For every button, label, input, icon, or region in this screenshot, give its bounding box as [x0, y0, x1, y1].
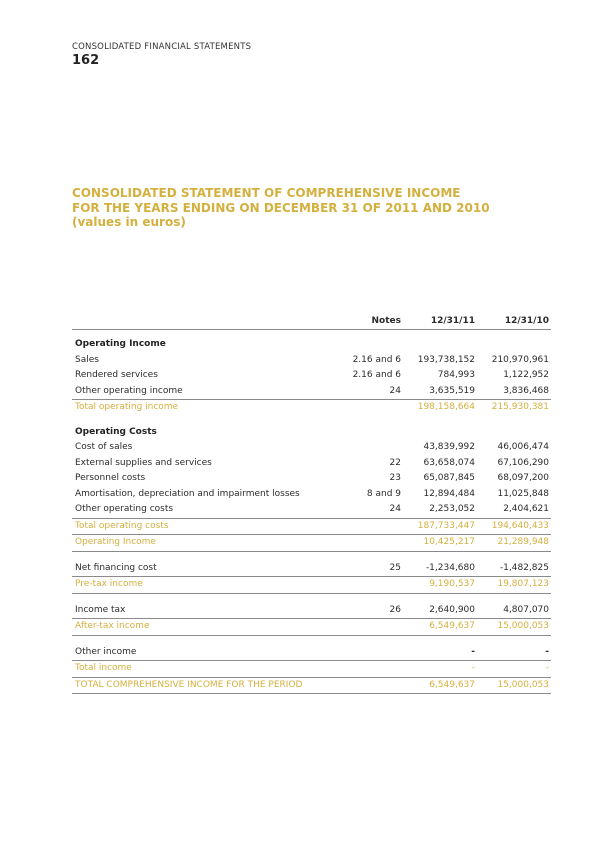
table-row [72, 487, 551, 503]
section-heading-operating-income [72, 337, 551, 353]
row-value-2011: - [471, 646, 475, 657]
grand-total-value-2011: 6,549,637 [429, 679, 475, 690]
section-heading-label: Operating Costs [75, 426, 157, 437]
row-value-2011: 12,894,484 [423, 488, 475, 499]
total-label: Total income [75, 663, 132, 673]
row-label: Amortisation, depreciation and impairment losses [75, 488, 300, 499]
total-row-after-tax-income [72, 619, 551, 636]
total-label: Pre-tax income [75, 579, 143, 589]
row-label: Personnel costs [75, 473, 146, 483]
total-value-2011: 6,549,637 [429, 621, 475, 631]
row-value-2010: 11,025,848 [497, 488, 549, 499]
title-line-1: CONSOLIDATED STATEMENT OF COMPREHENSIVE INCOME [72, 186, 461, 200]
total-label: Total operating income [75, 402, 179, 412]
total-value-2010: 21,289,948 [497, 537, 549, 547]
total-row-operating-income [72, 400, 551, 416]
table-header-row [72, 313, 551, 330]
row-notes: 26 [389, 604, 401, 615]
notes-column-header: Notes [371, 316, 401, 326]
page-number: 162 [72, 53, 100, 68]
row-value-2010: 210,970,961 [491, 354, 549, 365]
row-value-2011: 65,087,845 [423, 473, 475, 483]
section-heading-label: Operating Income [75, 339, 166, 349]
header-section-title: CONSOLIDATED FINANCIAL STATEMENTS [72, 42, 252, 52]
row-label: Other income [75, 646, 137, 657]
total-label: Operating Income [75, 537, 156, 547]
row-label: Net financing cost [75, 562, 157, 573]
row-value-2010: 3,836,468 [503, 385, 549, 396]
table-row [72, 353, 551, 369]
table-row [72, 561, 551, 578]
table-row [72, 645, 551, 662]
table-row [72, 603, 551, 620]
table-row [72, 471, 551, 487]
total-value-2011: 198,158,664 [417, 402, 475, 412]
row-label: Rendered services [75, 370, 158, 380]
row-value-2010: 1,122,952 [503, 370, 549, 380]
total-value-2011: 9,190,537 [429, 579, 475, 589]
total-label: After-tax income [75, 621, 150, 631]
row-value-2010: 67,106,290 [497, 457, 549, 468]
row-notes: 24 [389, 385, 401, 396]
row-value-2010: 46,006,474 [497, 442, 549, 452]
table-row [72, 384, 551, 401]
title-line-3: (values in euros) [72, 215, 186, 229]
grand-total-label: TOTAL COMPREHENSIVE INCOME FOR THE PERIOD [75, 679, 303, 690]
table-row [72, 502, 551, 518]
section-heading-operating-costs [72, 425, 551, 441]
total-value-2010: 215,930,381 [491, 402, 549, 412]
title-line-2: FOR THE YEARS ENDING ON DECEMBER 31 OF 2011 AND 2010 [72, 200, 490, 215]
row-value-2010: 4,807,070 [503, 604, 549, 615]
total-value-2010: 19,807,123 [497, 579, 549, 589]
row-label: Income tax [75, 604, 126, 615]
table-row [72, 368, 551, 384]
row-label: Other operating income [75, 385, 183, 396]
row-notes: 25 [389, 562, 401, 573]
row-value-2011: 193,738,152 [417, 354, 475, 365]
row-notes: 22 [389, 457, 401, 468]
total-row-operating-income-net [72, 534, 551, 552]
total-label: Total operating costs [75, 520, 169, 531]
row-notes: 24 [389, 504, 401, 514]
grand-total-row [72, 678, 551, 695]
row-value-2011: 63,658,074 [423, 457, 475, 468]
total-row-total-income [72, 661, 551, 678]
total-value-2010: - [545, 663, 549, 673]
total-value-2011: 10,425,217 [423, 537, 475, 547]
row-value-2010: 68,097,200 [497, 473, 549, 483]
row-value-2011: 784,993 [437, 370, 475, 380]
row-value-2010: - [545, 646, 549, 657]
table-row [72, 456, 551, 472]
row-label: Cost of sales [75, 442, 133, 452]
col-2010-header: 12/31/10 [504, 316, 549, 326]
total-value-2011: - [471, 663, 475, 673]
total-value-2010: 194,640,433 [491, 520, 549, 531]
row-value-2011: 2,253,052 [429, 504, 475, 514]
row-label: External supplies and services [75, 457, 212, 468]
statement-title [72, 186, 532, 230]
grand-total-value-2010: 15,000,053 [497, 679, 549, 690]
row-value-2011: 43,839,992 [423, 442, 475, 452]
row-value-2011: 3,635,519 [429, 385, 475, 396]
row-label: Other operating costs [75, 504, 174, 514]
total-row-pre-tax-income [72, 577, 551, 594]
row-value-2011: 2,640,900 [429, 604, 475, 615]
row-value-2010: -1,482,825 [499, 562, 549, 573]
row-value-2011: -1,234,680 [425, 562, 475, 573]
row-notes: 2.16 and 6 [352, 370, 401, 380]
row-label: Sales [75, 354, 99, 365]
total-row-operating-costs [72, 518, 551, 535]
row-notes: 23 [389, 473, 401, 483]
total-value-2011: 187,733,447 [417, 520, 475, 531]
income-statement-table [72, 313, 551, 694]
row-value-2010: 2,404,621 [503, 504, 549, 514]
row-notes: 2.16 and 6 [352, 354, 401, 365]
row-notes: 8 and 9 [366, 488, 401, 499]
col-2011-header: 12/31/11 [430, 316, 475, 326]
total-value-2010: 15,000,053 [497, 621, 549, 631]
table-row [72, 440, 551, 456]
